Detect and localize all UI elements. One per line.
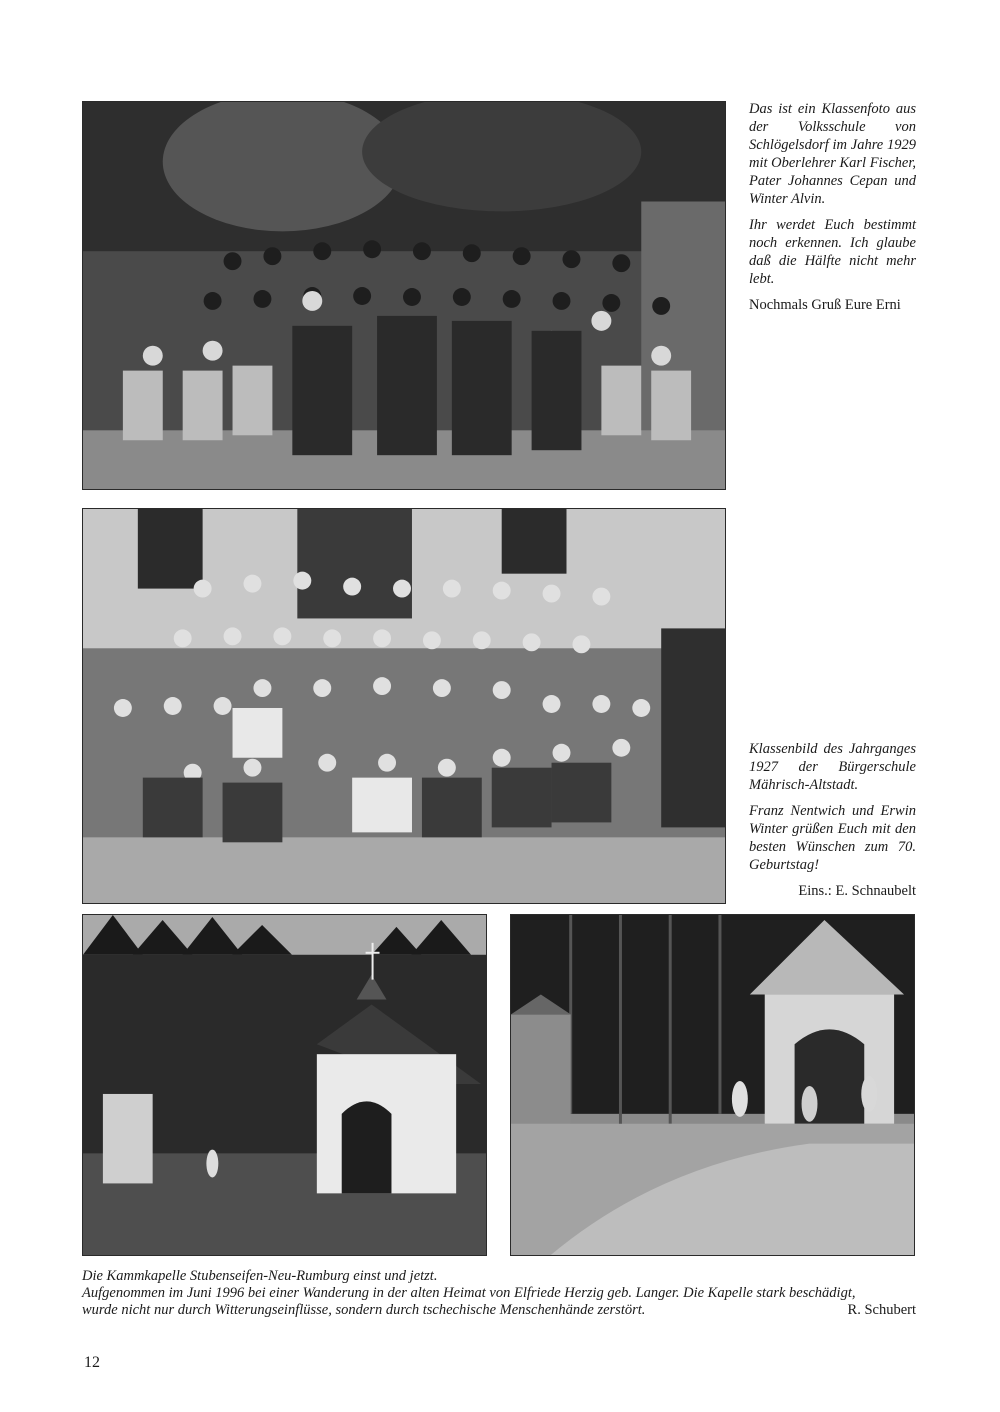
caption-class-1929: [749, 100, 916, 322]
caption-class-1927: [749, 740, 916, 908]
caption-chapel-line-3: wurde nicht nur durch Witterungseinflüsse, sondern durch tschechische Menschenhände zerstört.: [82, 1302, 646, 1318]
class-1927-image: [83, 509, 725, 903]
caption-chapel: [82, 1268, 916, 1319]
chapel-then-image: [83, 915, 486, 1255]
caption-chapel-line-1: Die Kammkapelle Stubenseifen-Neu-Rumburg einst und jetzt.: [82, 1268, 438, 1284]
photo-chapel-now: [510, 914, 915, 1256]
photo-chapel-then: [82, 914, 487, 1256]
caption-chapel-line-2: Aufgenommen im Juni 1996 bei einer Wanderung in der alten Heimat von Elfriede Herzig geb. Langer. Die Kapelle stark beschädigt,: [82, 1285, 856, 1301]
class-1929-image: [83, 102, 725, 489]
caption-1927-contributor: Eins.: E. Schnaubelt: [798, 883, 916, 899]
page-number: 12: [84, 1354, 100, 1371]
caption-1927-paragraph-1: Klassenbild des Jahrganges 1927 der Bürgerschule Mährisch-Altstadt.: [749, 741, 916, 793]
photo-class-1927: [82, 508, 726, 904]
caption-1927-paragraph-2: Franz Nentwich und Erwin Winter grüßen Euch mit den besten Wünschen zum 70. Geburtstag!: [749, 803, 916, 873]
caption-1929-greeting: Nochmals Gruß Eure Erni: [749, 297, 901, 313]
chapel-now-image: [511, 915, 914, 1255]
caption-1929-paragraph-2: Ihr werdet Euch bestimmt noch erkennen. Ich glaube daß die Hälfte nicht mehr lebt.: [749, 217, 916, 287]
caption-1929-paragraph-1: Das ist ein Klassenfoto aus der Volksschule von Schlögelsdorf im Jahre 1929 mit Oberlehrer Karl Fischer, Pater Johannes Cepan und Winter Alvin.: [749, 101, 917, 207]
photo-class-1929: [82, 101, 726, 490]
caption-chapel-credit: R. Schubert: [847, 1302, 916, 1318]
